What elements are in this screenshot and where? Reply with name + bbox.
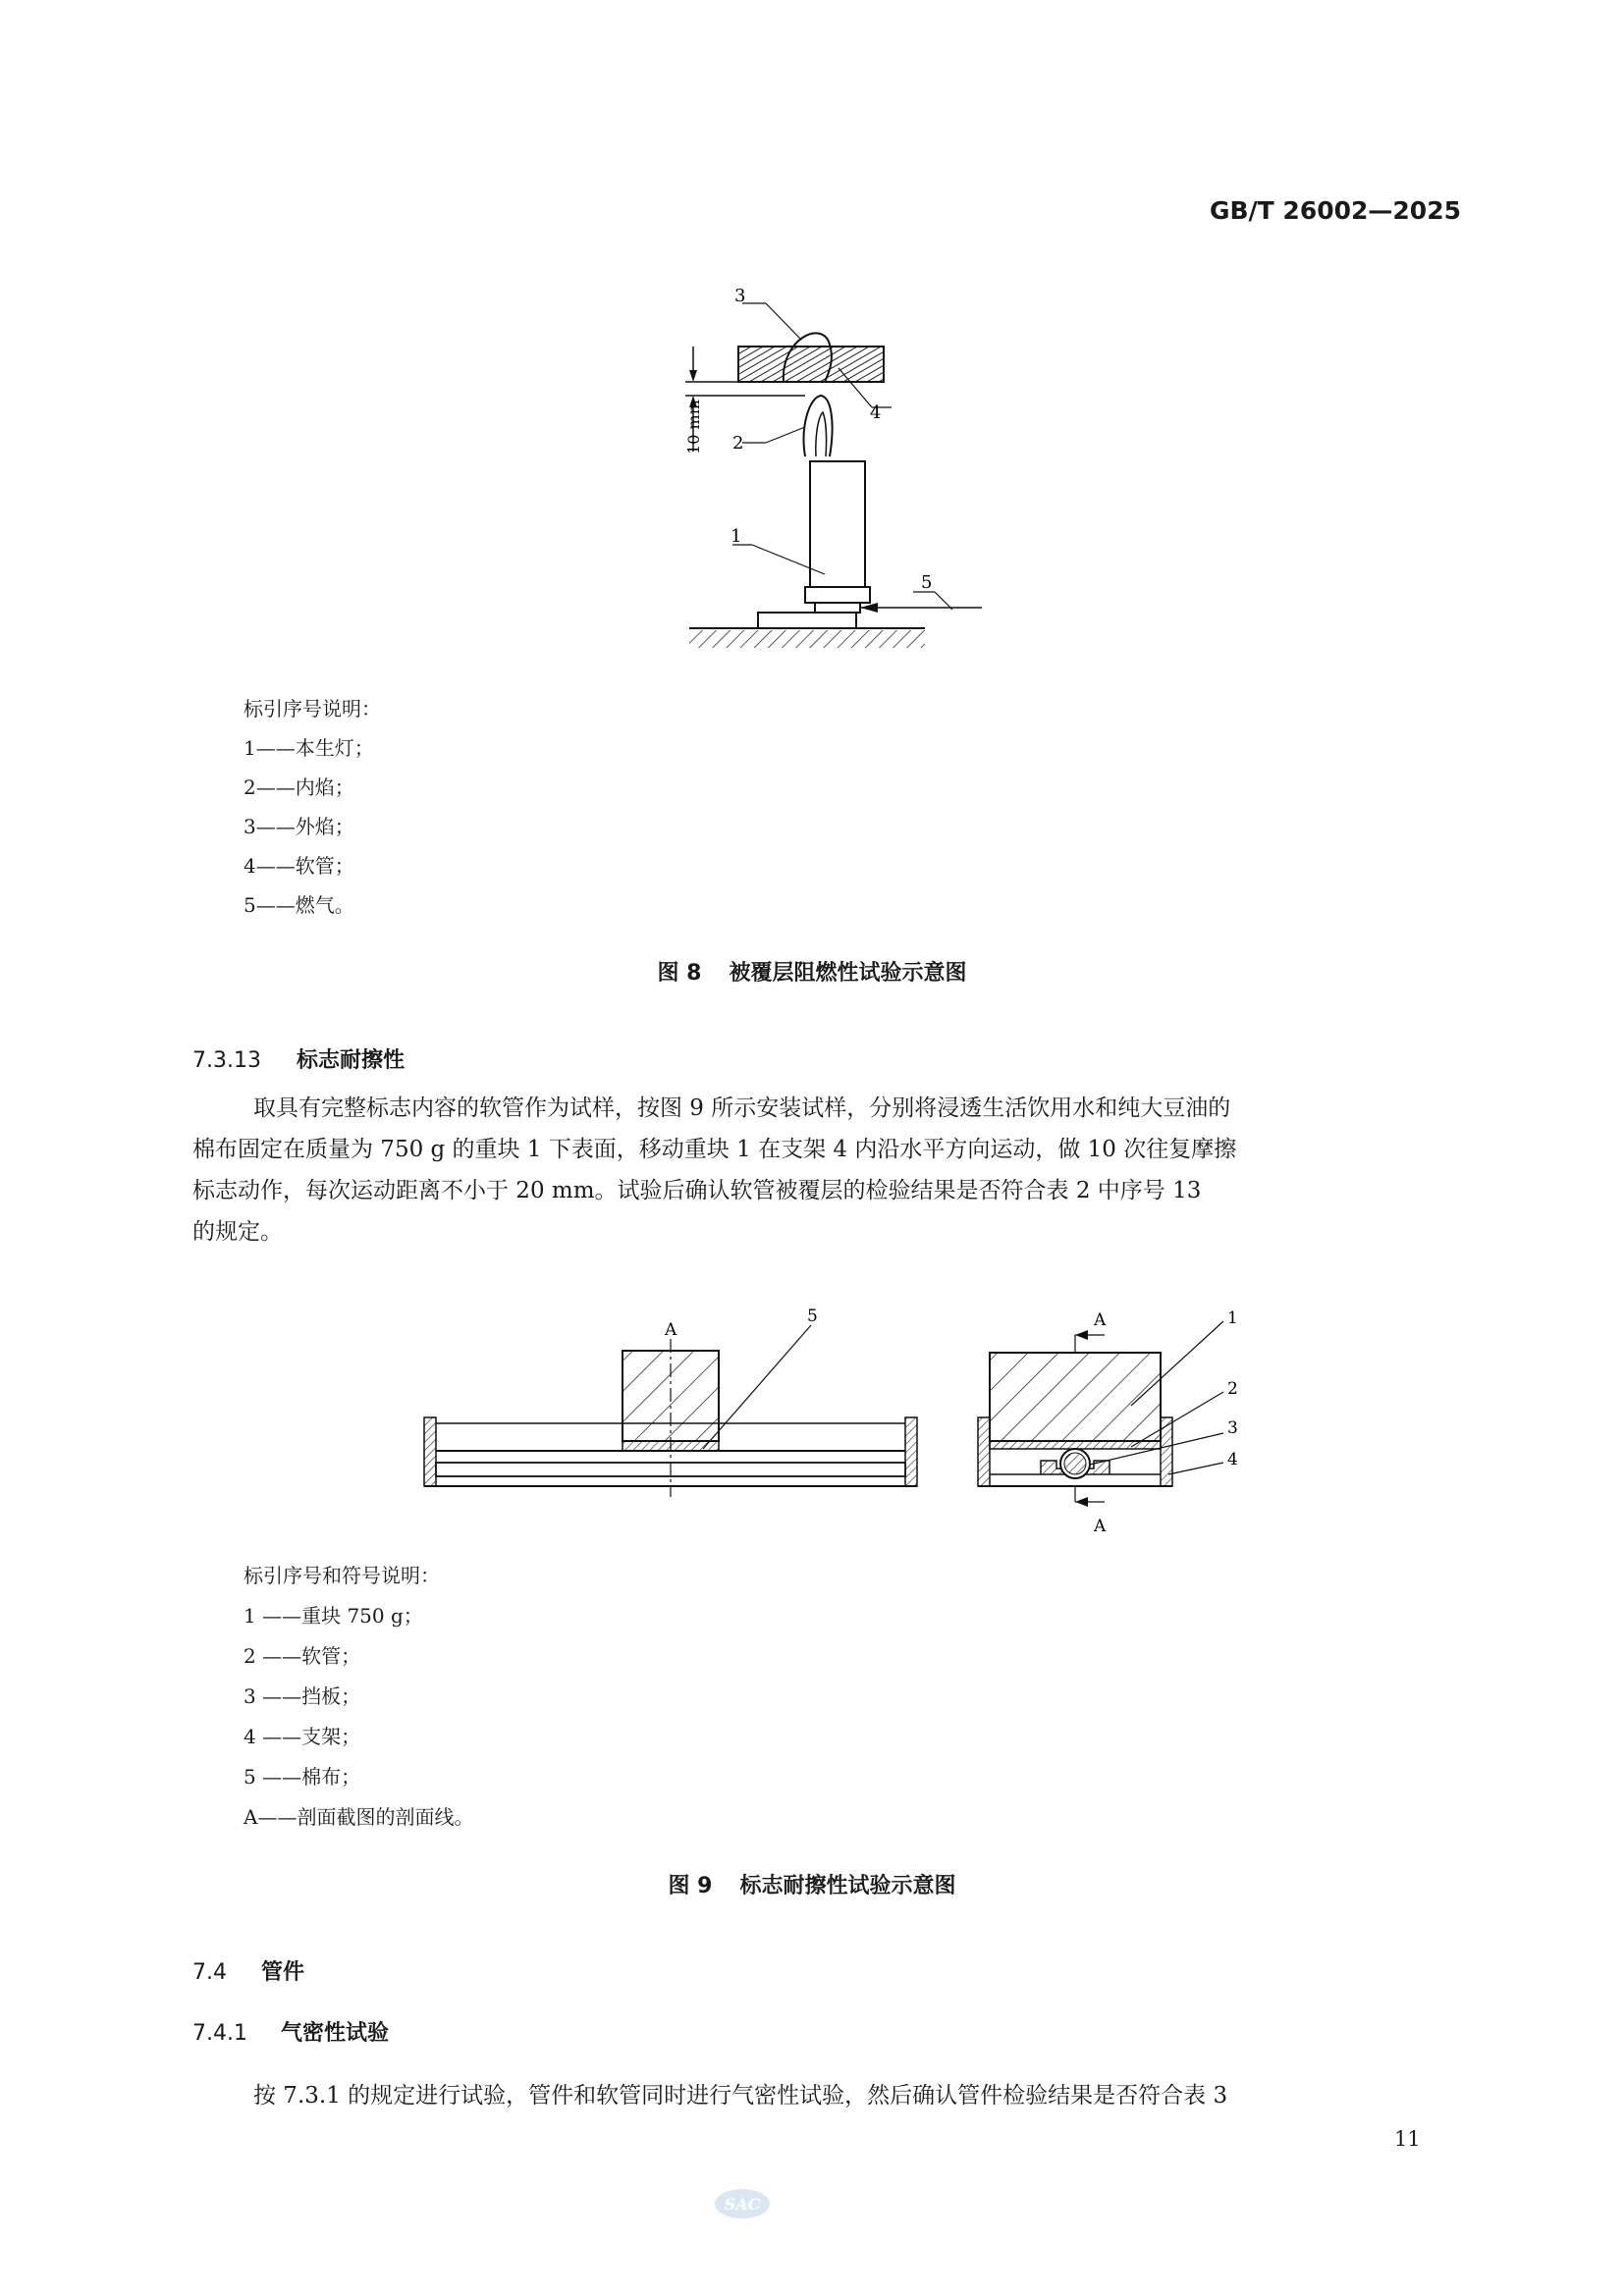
burner-base-shape [758, 613, 856, 628]
section-heading-7-3-13 [192, 1043, 405, 1074]
dim-10mm-label: 10 mm [684, 400, 703, 454]
legend-item: 5 ——棉布； [244, 1765, 361, 1789]
legend-item: 1 ——重块 750 g； [244, 1604, 423, 1628]
caption-number: 图 9 [668, 1874, 713, 1898]
fig8-label-4: 4 [870, 402, 882, 423]
fig8-label-3: 3 [734, 286, 746, 306]
section-heading-7-4-1 [192, 2016, 389, 2047]
paragraph-line: 取具有完整标志内容的软管作为试样，按图 9 所示安装试样，分别将浸透生活饮用水和纯大豆油的 [253, 1095, 1231, 1121]
fig9-label-A-top: A [1094, 1310, 1107, 1330]
figure-8-drawing [677, 280, 1001, 692]
fig8-label-5: 5 [921, 572, 933, 593]
legend-item: 4 ——支架； [244, 1725, 361, 1748]
figure-9-section-view [978, 1308, 1238, 1536]
section-title: 标志耐擦性 [297, 1048, 406, 1073]
legend-item: 5——燃气。 [244, 893, 354, 917]
figure-9-drawing [412, 1296, 1296, 1551]
fig9-label-3: 3 [1227, 1418, 1238, 1438]
section-number: 7.3.13 [192, 1048, 261, 1073]
fig9-label-A-bottom: A [1094, 1517, 1107, 1536]
hose-shape [738, 347, 884, 382]
legend-item: 4——软管； [244, 854, 354, 878]
fig9-label-1: 1 [1227, 1308, 1238, 1328]
fig8-label-1: 1 [731, 526, 742, 547]
legend-item: 3 ——挡板； [244, 1684, 361, 1708]
caption-title: 标志耐擦性试验示意图 [739, 1874, 956, 1898]
paragraph-line: 的规定。 [192, 1219, 283, 1245]
paragraph-line: 棉布固定在质量为 750 g 的重块 1 下表面，移动重块 1 在支架 4 内沿水平方向运动，做 10 次往复摩擦 [192, 1137, 1237, 1162]
figure-9-front-view [424, 1307, 917, 1497]
legend-item: 3——外焰； [244, 815, 354, 838]
legend-title: 标引序号和符号说明： [244, 1564, 440, 1587]
figure-8-legend [244, 699, 381, 934]
figure-9-caption [0, 1869, 1624, 1899]
section-title: 管件 [261, 1960, 305, 1985]
paragraph-line: 标志动作，每次运动距离不小于 20 mm。试验后确认软管被覆层的检验结果是否符合表 2 中序号 13 [192, 1178, 1202, 1203]
legend-title: 标引序号说明： [244, 697, 381, 721]
section-7-4-1-paragraph: 按 7.3.1 的规定进行试验，管件和软管同时进行气密性试验，然后确认管件检验结果是否符合表 3 [253, 2083, 1228, 2109]
figure-8-caption [0, 956, 1624, 987]
ground-shape [689, 630, 925, 648]
legend-item: 2 ——软管； [244, 1644, 361, 1668]
sac-watermark-logo [713, 2187, 772, 2220]
section-heading-7-4 [192, 1955, 304, 1986]
page-number: 11 [1394, 2127, 1421, 2151]
fig9-label-A-front: A [665, 1320, 677, 1340]
section-number: 7.4 [192, 1960, 227, 1985]
fig9-label-4: 4 [1227, 1450, 1238, 1469]
standard-number: GB/T 26002—2025 [1209, 196, 1461, 225]
section-7-3-13-paragraph [192, 1088, 1467, 1253]
caption-title: 被覆层阻燃性试验示意图 [729, 961, 967, 986]
fig8-label-2: 2 [732, 433, 744, 454]
burner-body-shape [810, 461, 865, 587]
watermark-text: SAC [724, 2195, 761, 2214]
fig9-label-2: 2 [1227, 1379, 1238, 1399]
fig9-label-5: 5 [807, 1307, 818, 1326]
figure-9-legend [244, 1566, 473, 1847]
legend-item: A——剖面截图的剖面线。 [244, 1805, 474, 1829]
legend-item: 2——内焰； [244, 775, 354, 799]
legend-item: 1——本生灯； [244, 736, 374, 760]
caption-number: 图 8 [657, 961, 702, 986]
section-title: 气密性试验 [281, 2021, 390, 2046]
section-number: 7.4.1 [192, 2021, 247, 2046]
